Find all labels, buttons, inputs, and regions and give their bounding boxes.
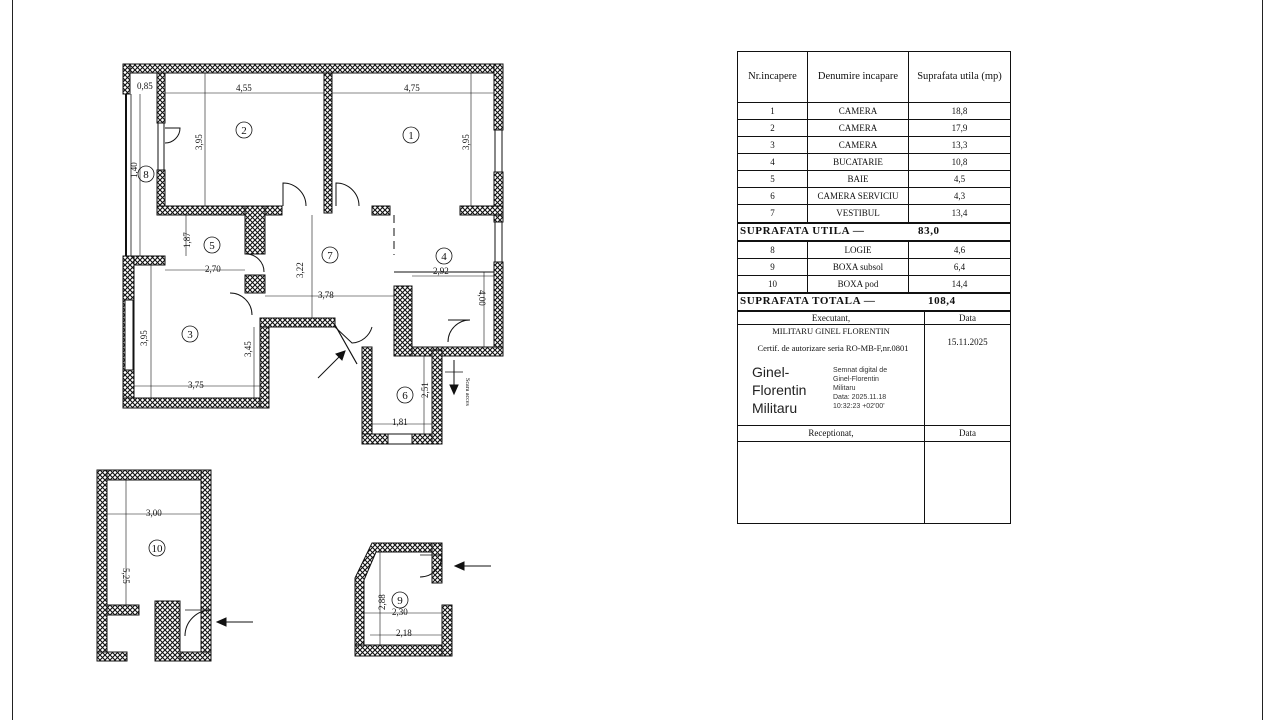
executant-name: MILITARU GINEL FLORENTIN	[772, 326, 890, 336]
header-area: Suprafata utila (mp)	[917, 70, 1002, 82]
room-label-7: 7	[327, 250, 333, 262]
table-header	[738, 52, 1010, 103]
util-total-label: SUPRAFATA UTILA —	[740, 224, 865, 237]
room-circles	[138, 122, 452, 608]
executant-date-label: Data	[959, 312, 976, 323]
util-total-row	[738, 223, 1010, 242]
executant-label: Executant,	[811, 312, 851, 323]
dim-395-room3: 3,95	[139, 330, 149, 346]
table-row: 6 CAMERA SERVICIU 4,3	[738, 188, 1010, 205]
receptionat-date-label: Data	[959, 428, 976, 439]
executant-date: 15.11.2025	[947, 337, 988, 347]
dim-375: 3,75	[188, 380, 204, 390]
dim-525: 5,25	[121, 568, 131, 584]
table-row: 2 CAMERA 17,9	[738, 120, 1010, 137]
doors	[165, 128, 470, 343]
entry-arrows	[217, 351, 491, 626]
table-row: 4 BUCATARIE 10,8	[738, 154, 1010, 171]
page-border-right	[1262, 0, 1263, 720]
room-label-4: 4	[441, 251, 447, 263]
room-label-3: 3	[187, 329, 193, 341]
dim-288: 2,88	[377, 594, 387, 610]
dim-300: 3,00	[146, 508, 162, 518]
area-table	[737, 51, 1011, 524]
executant-body: MILITARU GINEL FLORENTIN Certif. de autorizare seria RO-MB-F,nr.0801 15.11.2025 Ginel- Florentin Militaru Semnat digital de Ginel-Florentin Militaru Data: 2025.11.18 10:32:23 +02'00'	[738, 325, 1010, 426]
room-label-1: 1	[408, 130, 414, 142]
dim-270: 2,70	[205, 264, 221, 274]
header-name: Denumire incapare	[817, 70, 899, 82]
dim-395-room1: 3,95	[461, 134, 471, 150]
room-label-10: 10	[151, 543, 163, 555]
windows	[125, 123, 502, 444]
table-row: 5 BAIE 4,5	[738, 171, 1010, 188]
receptionat-header-row	[738, 426, 1010, 442]
dim-475: 4,75	[404, 83, 420, 93]
executant-header-row	[738, 312, 1010, 325]
dim-378: 3,78	[318, 290, 334, 300]
dim-085: 0,85	[137, 81, 153, 91]
table-row: 8 LOGIE 4,6	[738, 242, 1010, 259]
table-row: 7 VESTIBUL 13,4	[738, 205, 1010, 224]
room-label-2: 2	[241, 125, 247, 137]
util-total-value: 83,0	[918, 224, 940, 237]
dim-230: 2,30	[392, 607, 408, 617]
executant-cert: Certif. de autorizare seria RO-MB-F,nr.0801	[757, 343, 909, 353]
dim-251: 2,51	[420, 382, 430, 398]
dim-395-room2: 3,95	[194, 134, 204, 150]
box-10-walls	[97, 470, 211, 661]
dim-400: 4,00	[477, 290, 487, 306]
dim-140: 1,40	[129, 162, 139, 178]
dim-292: 2,92	[433, 266, 449, 276]
stairs-note: Scara acces	[464, 378, 470, 406]
table-row: 10 BOXA pod 14,4	[738, 276, 1010, 294]
room-label-8: 8	[143, 169, 149, 181]
dim-345: 3,45	[243, 341, 253, 357]
grand-total-value: 108,4	[928, 295, 956, 308]
table-row: 3 CAMERA 13,3	[738, 137, 1010, 154]
grand-total-row	[738, 294, 1010, 312]
grand-total-label: SUPRAFATA TOTALA —	[740, 295, 876, 308]
table-row: 1 CAMERA 18,8	[738, 103, 1010, 120]
table-row: 9 BOXA subsol 6,4	[738, 259, 1010, 276]
header-nr: Nr.incapere	[748, 70, 797, 82]
receptionat-divider	[924, 442, 925, 523]
dim-322: 3,22	[295, 262, 305, 278]
receptionat-label: Receptionat,	[808, 428, 854, 439]
dim-187: 1,87	[182, 232, 192, 248]
room-label-6: 6	[402, 390, 408, 402]
dim-218: 2,18	[396, 628, 412, 638]
box-9-walls	[355, 543, 452, 656]
dim-181: 1,81	[392, 417, 408, 427]
dim-455: 4,55	[236, 83, 252, 93]
room-label-5: 5	[209, 240, 215, 252]
room-label-9: 9	[397, 595, 403, 607]
